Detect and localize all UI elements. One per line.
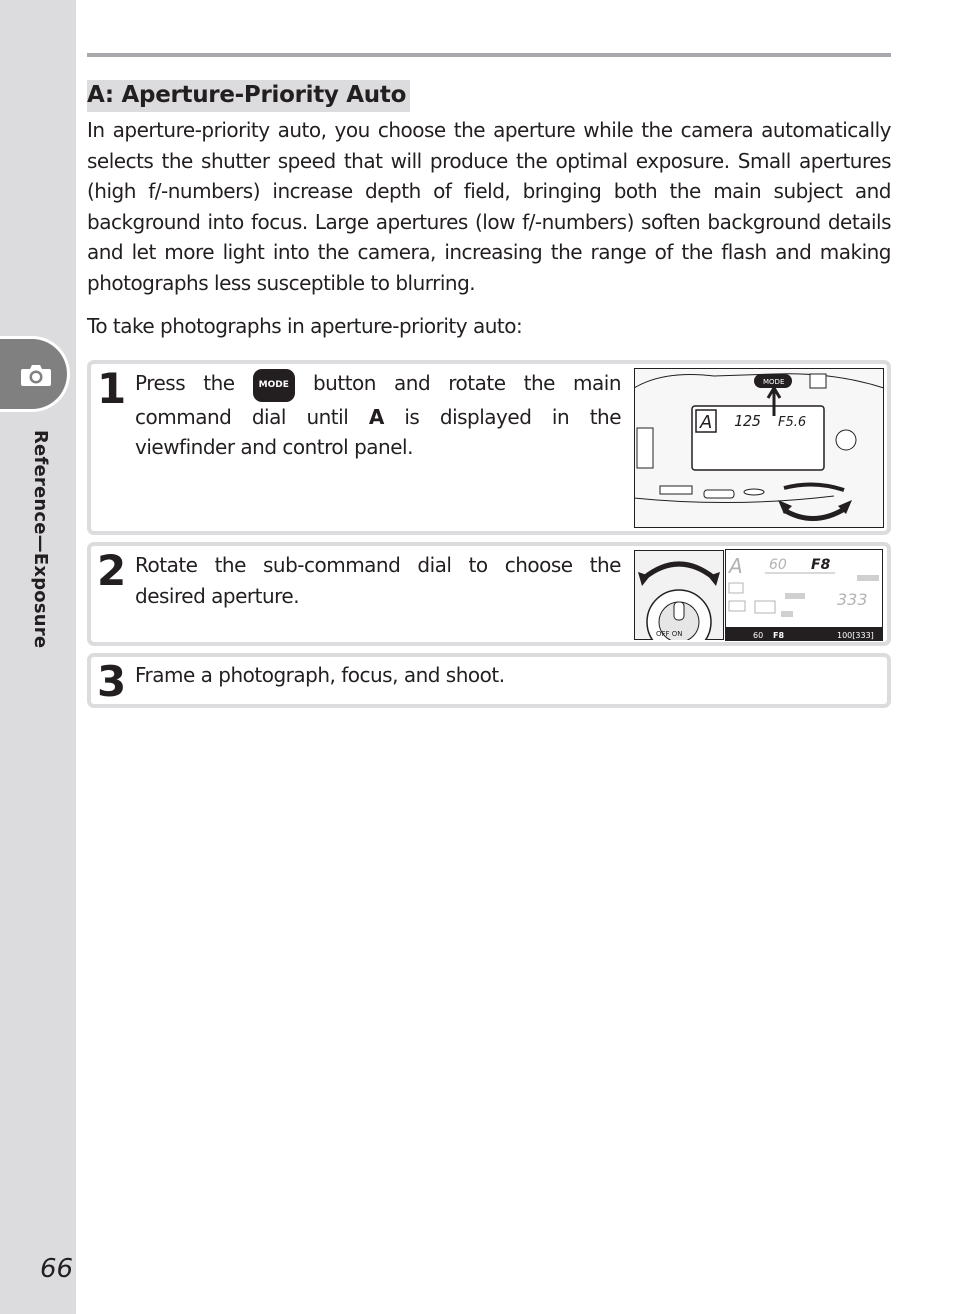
- step-2-box: [87, 542, 891, 646]
- lcd-mode-button: MODE: [763, 378, 785, 386]
- section-title: A: Aperture-Priority Auto: [87, 80, 410, 112]
- step-number: 3: [97, 657, 124, 706]
- step-3-box: [87, 653, 891, 708]
- camera-icon: [20, 363, 52, 387]
- step-text: Rotate the sub-command dial to choose the desired aperture.: [135, 553, 621, 608]
- step-text: [135, 368, 621, 463]
- page-number: 66: [40, 1254, 74, 1284]
- step-number: 1: [97, 364, 124, 413]
- viewfinder-aperture: F8: [773, 631, 785, 640]
- intro-paragraph: In aperture-priority auto, you choose the aperture while the camera automatically selects the shutter speed that will produce the optimal exposure. Small apertures (high f/-numbers) increase depth of field, bringing both the main subject and background into focus. Large apertures (low f/-numbers) soften background details and let more light into the camera, increasing the range of the flash and making photographs less susceptible to blurring.: [87, 118, 891, 295]
- chapter-label: Reference—Exposure: [30, 430, 51, 649]
- mode-letter: A: [368, 404, 384, 429]
- panel-count: 333: [837, 590, 868, 609]
- viewfinder-shutter: 60: [753, 631, 764, 640]
- step-1-box: [87, 360, 891, 535]
- lcd-aperture: F5.6: [778, 415, 807, 430]
- chapter-tab[interactable]: [0, 336, 70, 412]
- panel-mode: A: [729, 554, 743, 578]
- panel-aperture: F8: [811, 557, 831, 573]
- lcd-shutter: 125: [734, 412, 762, 430]
- camera-top-illustration: [634, 368, 884, 528]
- step-number: 2: [97, 546, 124, 595]
- panel-shutter: 60: [769, 557, 787, 573]
- lcd-mode: A: [700, 412, 713, 433]
- sub-command-dial-illustration: [634, 550, 724, 640]
- viewfinder-count: 100[333]: [837, 631, 874, 640]
- step-text-part: Press the: [135, 371, 235, 395]
- step-text-part: button and rotate the main command dial until: [135, 371, 621, 429]
- sidebar: [0, 0, 76, 1314]
- step-text-part: is displayed in the viewfinder and control panel.: [135, 404, 622, 459]
- lead-paragraph: To take photographs in aperture-priority auto:: [87, 314, 523, 338]
- step-text: Frame a photograph, focus, and shoot.: [135, 663, 505, 687]
- top-rule: [87, 53, 891, 57]
- control-panel-illustration: [725, 549, 883, 641]
- mode-button-icon: MODE: [253, 369, 295, 402]
- dial-label: OFF ON: [656, 630, 683, 638]
